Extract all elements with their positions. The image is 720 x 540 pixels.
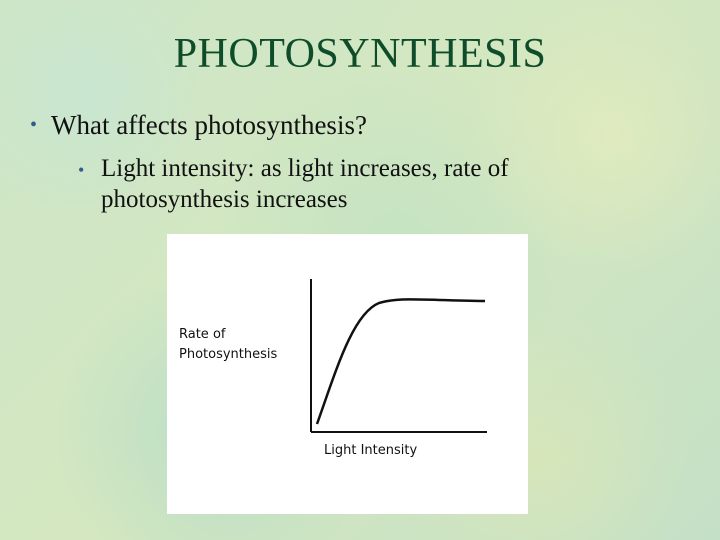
graph-y-label (179, 325, 277, 365)
bullet-what-affects (30, 110, 367, 141)
bullet-text: What affects photosynthesis? (51, 110, 367, 140)
y-label-line-1: Rate of (179, 327, 226, 342)
rate-curve (317, 299, 485, 424)
bullet-marker: • (78, 160, 85, 180)
graph-image (167, 234, 528, 514)
slide-title: PHOTOSYNTHESIS (173, 31, 547, 77)
bullet-text: Light intensity: as light increases, rate of photosynthesis increases (101, 155, 509, 213)
bullet-light-intensity (78, 153, 638, 215)
y-label-line-2: Photosynthesis (179, 347, 278, 362)
graph-x-label: Light Intensity (324, 443, 418, 458)
bullet-marker: • (30, 114, 38, 136)
graph-svg (167, 234, 528, 514)
